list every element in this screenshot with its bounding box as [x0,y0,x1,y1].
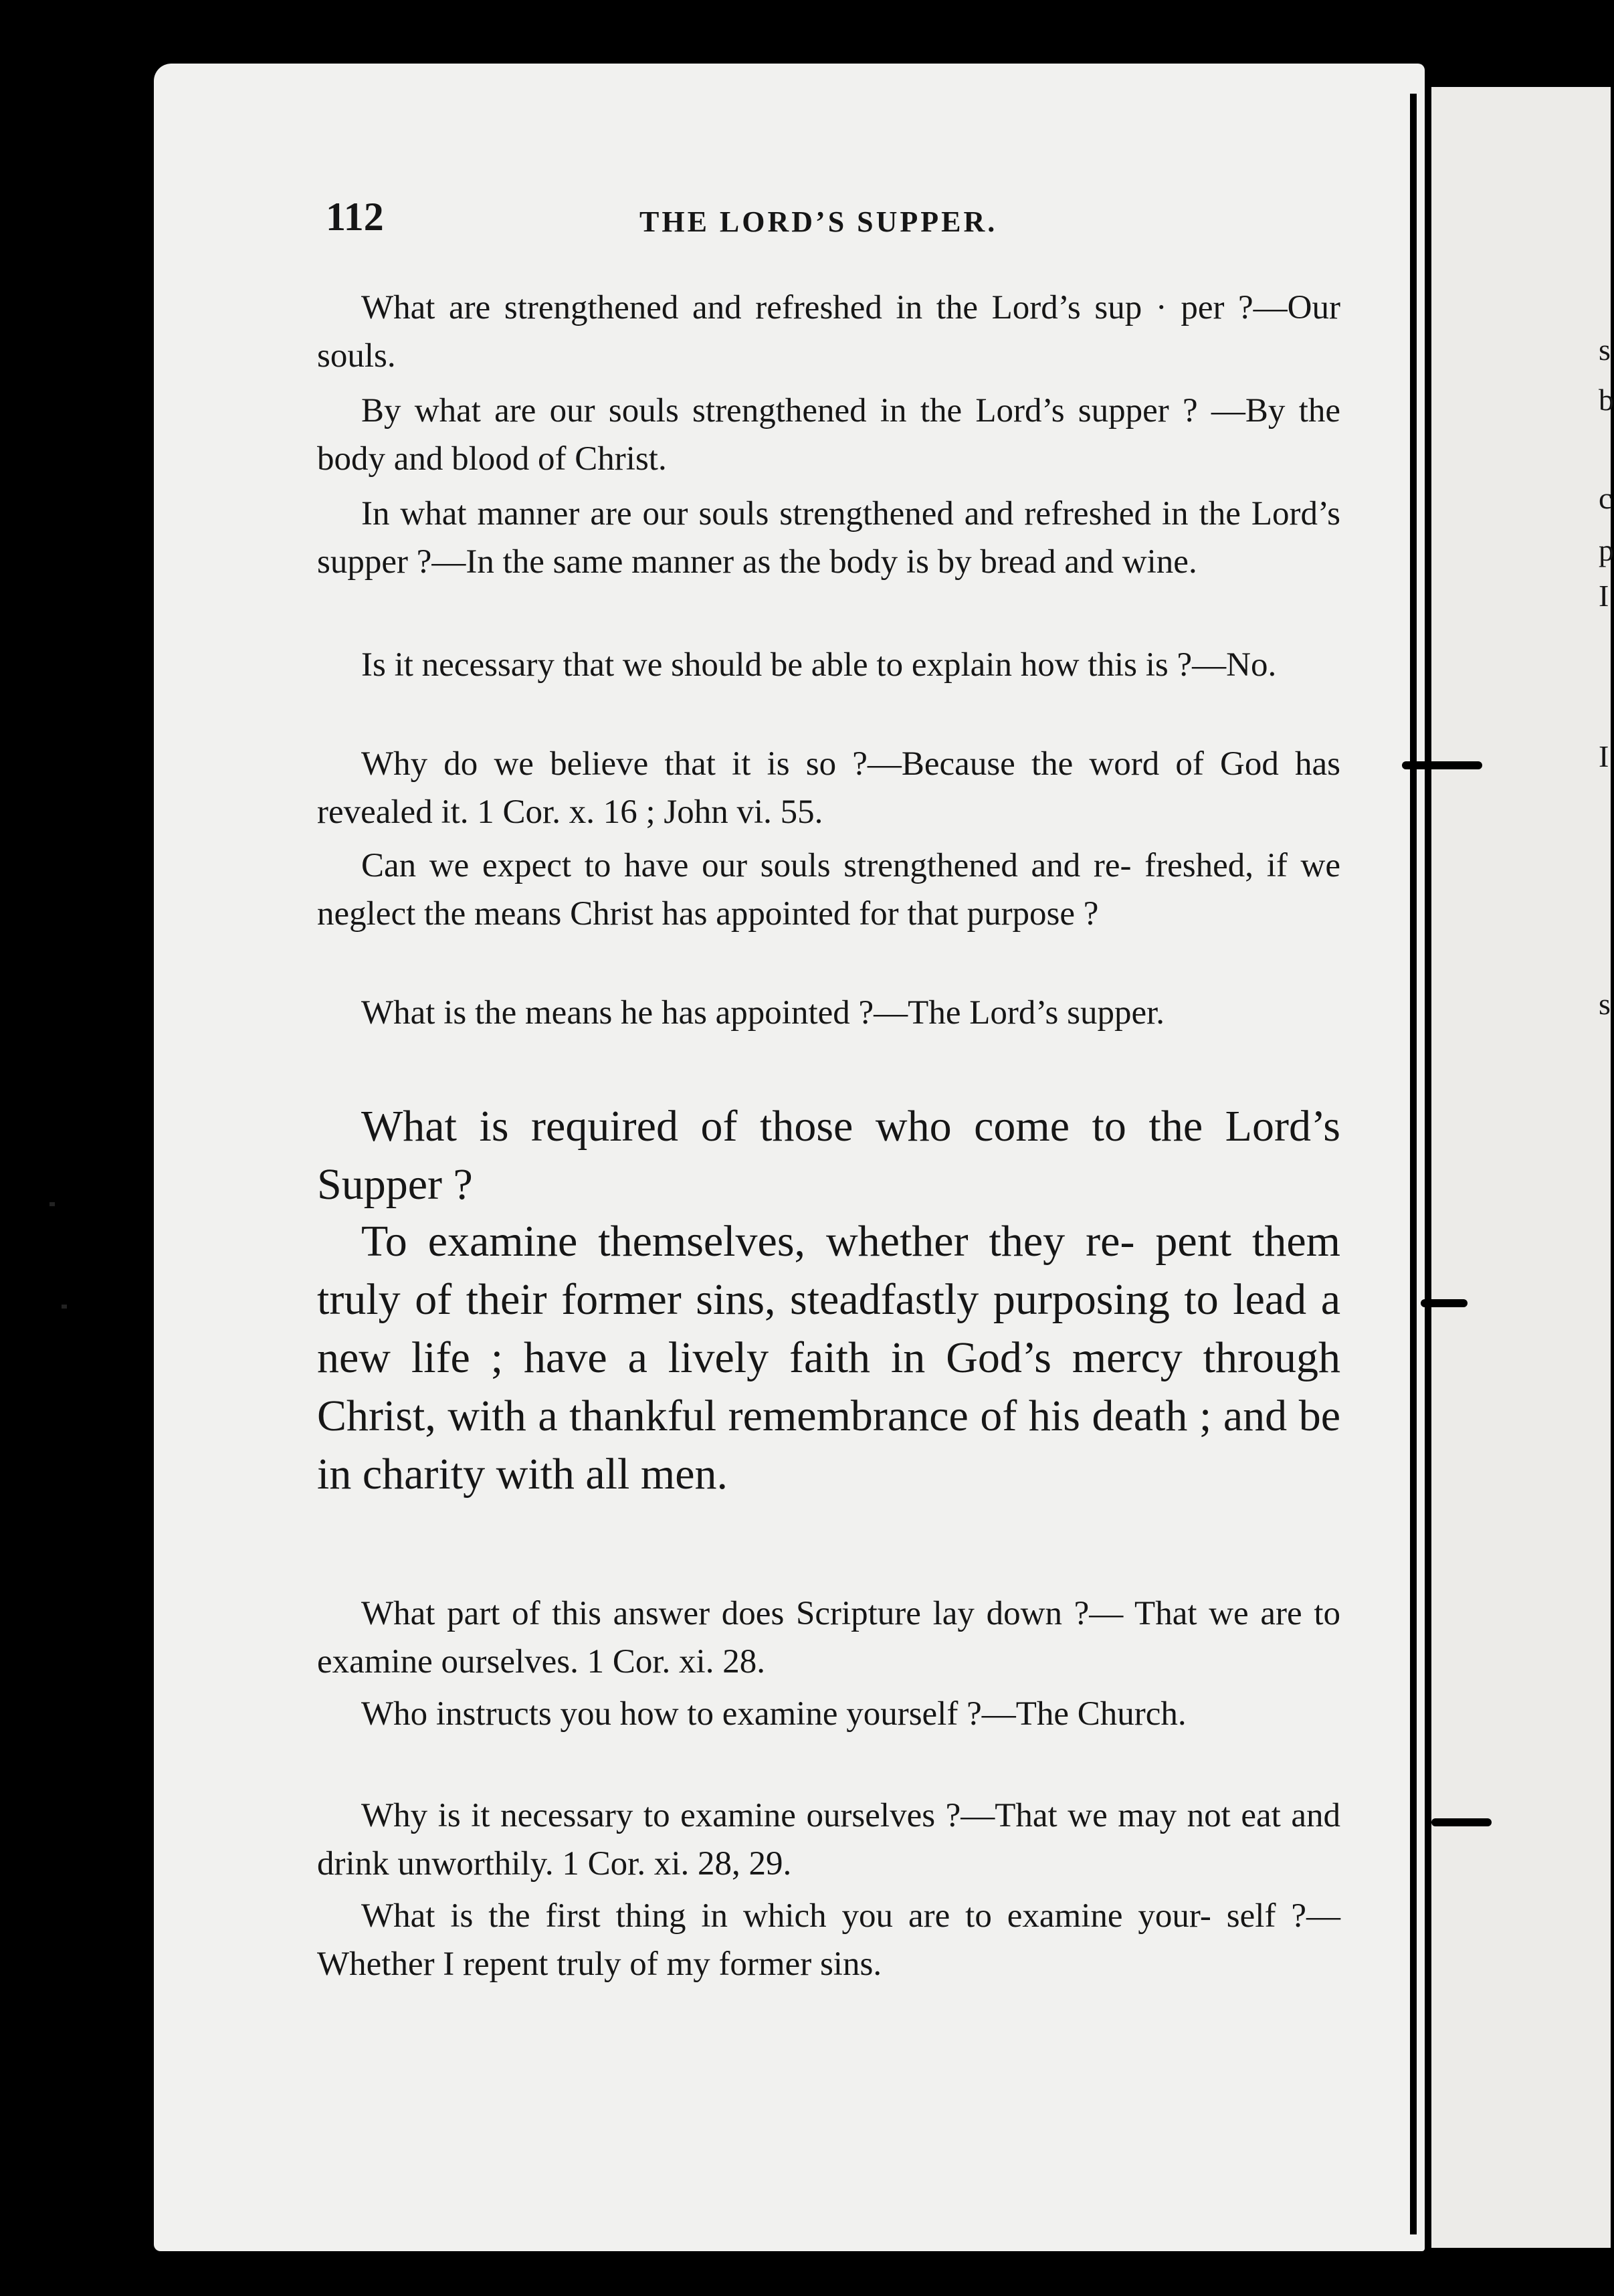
question-answer: Can we expect to have our souls strengthened and re- freshed, if we neglect the means Christ has appointed for that purpose ? [317,847,1340,933]
question-answer: Is it necessary that we should be able to explain how this is ?—No. [361,646,1277,684]
question-answer: Why do we believe that it is so ?—Because the word of God has revealed it. 1 Cor. x. 16 ; John vi. 55. [317,745,1340,831]
facing-page-letter: I [1599,739,1609,773]
page-number: 112 [326,195,384,239]
gutter-mark [1421,1299,1468,1307]
gutter-mark [1431,1818,1492,1826]
question-answer: By what are our souls strengthened in the Lord’s supper ? —By the body and blood of Christ. [317,392,1340,478]
question-answer: What are strengthened and refreshed in the Lord’s sup · per ?—Our souls. [317,289,1340,375]
facing-page-letter: c [1599,481,1613,515]
question-answer: In what manner are our souls strengthened and refreshed in the Lord’s supper ?—In the same manner as the body is by bread and wine. [317,495,1340,581]
facing-page-letter: I [1599,579,1609,613]
question-answer: Who instructs you how to examine yourself ?—The Church. [361,1695,1187,1733]
running-head: THE LORD’S SUPPER. [639,205,998,238]
question-answer: What is the first thing in which you are to examine your- self ?—Whether I repent truly of my former sins. [317,1897,1340,1983]
page-gutter [1410,94,1417,2234]
facing-page-letter: p [1599,533,1614,567]
question-answer: What is the means he has appointed ?—The Lord’s supper. [361,994,1165,1032]
facing-page-letter: s [1599,332,1611,367]
gutter-mark [1402,761,1482,769]
facing-page-letter: s [1599,987,1611,1021]
question-answer: What part of this answer does Scripture lay down ?— That we are to examine ourselves. 1 Cor. xi. 28. [317,1595,1340,1681]
catechism-answer: To examine themselves, whether they re- pent them truly of their former sins, steadfastly purposing to lead a new life ; have a lively faith in God’s mercy through Christ, with a thankful remembrance of his death ; and be in charity with all men. [317,1217,1340,1499]
question-answer: Why is it necessary to examine ourselves ?—That we may not eat and drink unworthily. 1 Cor. xi. 28, 29. [317,1797,1340,1883]
margin-speck [62,1305,67,1309]
catechism-question: What is required of those who come to the Lord’s Supper ? [317,1102,1340,1209]
margin-speck [49,1202,55,1206]
facing-page-letter: b [1599,383,1614,417]
facing-page-edge [1431,87,1611,2248]
